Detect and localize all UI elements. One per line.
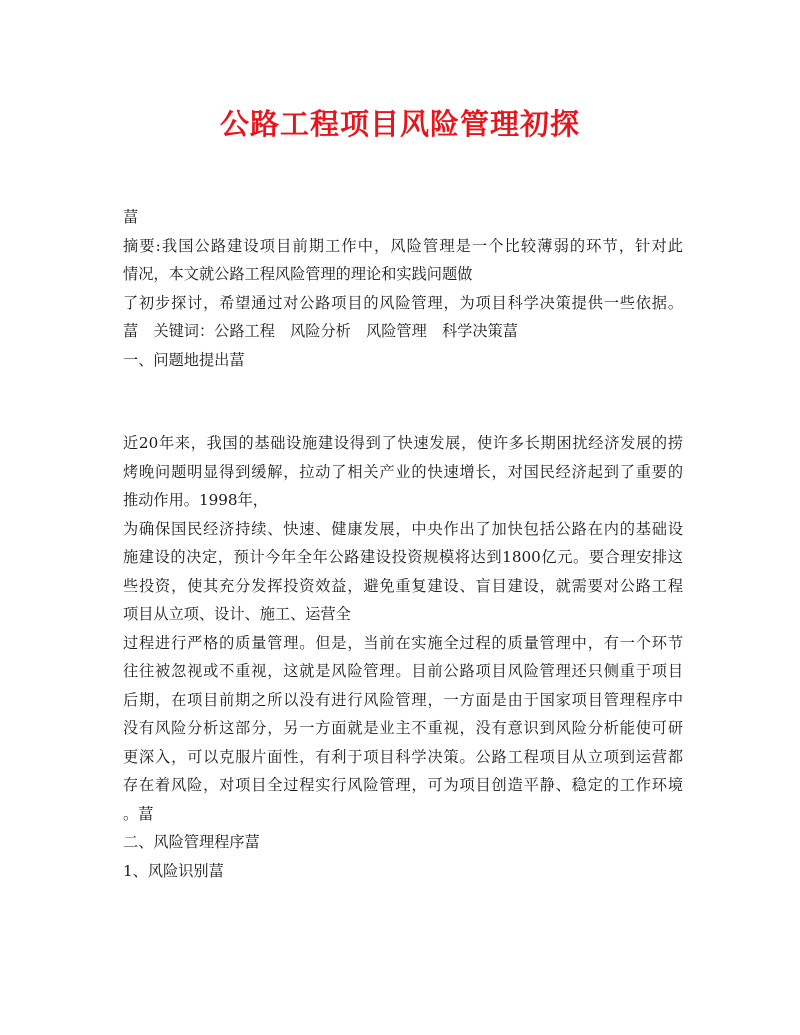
- text-line: 些投资，使其充分发挥投资效益，避免重复建设、盲目建设，就需要对公路工程: [123, 576, 683, 595]
- text-line: 葍: [123, 208, 139, 226]
- paragraph-gap: [123, 374, 683, 429]
- text-line: 二、风险管理程序葍: [123, 833, 260, 851]
- body-block: [123, 429, 683, 885]
- text-line: 一、问题地提出葍: [123, 350, 245, 369]
- text-line: 1、风险识别葍: [123, 861, 224, 880]
- text-line: 存在着风险，对项目全过程实行风险管理，可为项目创造平静、稳定的工作环境: [123, 776, 683, 794]
- document-body: [123, 203, 683, 885]
- text-line: 情况，本文就公路工程风险管理的理论和实践问题做: [123, 265, 473, 283]
- text-line: 摘要:我国公路建设项目前期工作中，风险管理是一个比较薄弱的环节，针对此: [123, 236, 683, 255]
- text-line: 往往被忽视或不重视，这就是风险管理。目前公路项目风险管理还只侧重于项目: [123, 662, 683, 680]
- text-line: 烤晚问题明显得到缓解，拉动了相关产业的快速增长，对国民经济起到了重要的: [123, 462, 683, 481]
- text-line: 过程进行严格的质量管理。但是，当前在实施全过程的质量管理中，有一个环节: [123, 633, 683, 652]
- abstract-block: [123, 203, 683, 374]
- text-line: 近20年来，我国的基础设施建设得到了快速发展，使许多长期困扰经济发展的捞: [123, 434, 683, 452]
- text-line: 没有风险分析这部分，另一方面就是业主不重视，没有意识到风险分析能使可研: [123, 719, 683, 737]
- text-line: 葍 关键词：公路工程 风险分析 风险管理 科学决策葍: [123, 322, 518, 340]
- text-line: 更深入，可以克服片面性，有利于项目科学决策。公路工程项目从立项到运营都: [123, 747, 683, 766]
- text-line: 施建设的决定，预计今年全年公路建设投资规模将达到1800亿元。要合理安排这: [123, 548, 683, 566]
- text-line: 推动作用。1998年，: [123, 491, 268, 509]
- document-title: 公路工程项目风险管理初探: [219, 107, 580, 141]
- text-line: 后期，在项目前期之所以没有进行风险管理，一方面是由于国家项目管理程序中: [123, 690, 683, 709]
- text-line: 项目从立项、设计、施工、运营全: [123, 605, 351, 623]
- text-line: 为确保国民经济持续、快速、健康发展，中央作出了加快包括公路在内的基础设: [123, 519, 683, 538]
- text-line: 了初步探讨，希望通过对公路项目的风险管理，为项目科学决策提供一些依据。: [123, 293, 683, 312]
- text-line: 。葍: [123, 804, 154, 823]
